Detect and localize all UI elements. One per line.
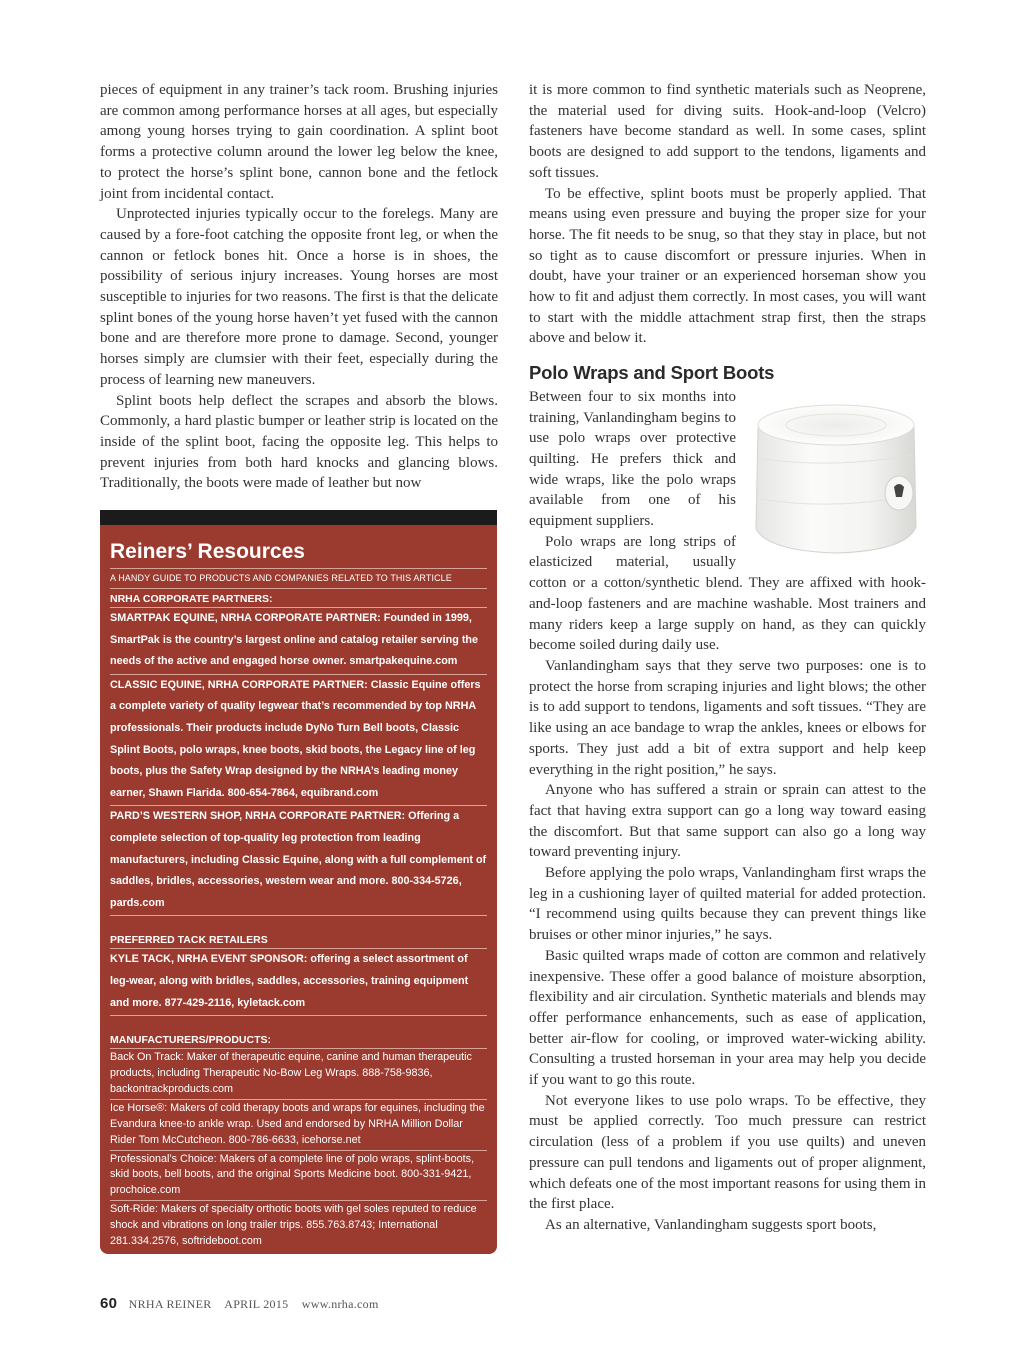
resource-entry — [110, 608, 487, 675]
body-paragraph: Before applying the polo wraps, Vanlandingham first wraps the leg in a cushioning layer of quilted material for added protection. “I recommend using quilts because they can prevent things like bruises or other minor injuries,” he says. — [529, 865, 926, 944]
page-footer — [100, 1295, 379, 1312]
resource-entry — [110, 949, 487, 1016]
resource-entry — [110, 675, 487, 807]
polo-wrap-photo — [744, 389, 926, 561]
polo-wrap-image — [744, 389, 926, 561]
sidebar-top-bar — [100, 510, 497, 525]
tack-retailers-heading: PREFERRED TACK RETAILERS — [110, 930, 487, 949]
body-paragraph: it is more common to find synthetic materials such as Neoprene, the material used for diving suits. Hook-and-loop (Velcro) fasteners have become standard as well. In some cases, splint boots are designed to add support to the tendons, ligaments and soft tissues. — [529, 82, 926, 181]
manufacturer-entry: Soft-Ride: Makers of specialty orthotic boots with gel soles reputed to reduce shock and vibrations on long trailer trips. 855.763.8743; International 281.334.2576, softrideboot.com — [110, 1203, 477, 1248]
resource-text: offering a select assortment of leg-wear, along with bridles, saddles, accessories, training equipment and more. 877-429-2116, kyletack.com — [110, 953, 469, 1009]
body-paragraph: Unprotected injuries typically occur to the forelegs. Many are caused by a fore-foot catching the opposite front leg, or when the cannon or fetlock bones hit. Once a horse is in shoes, the possibility of serious injury increases. Young horses are most susceptible to injuries for two reasons. The first is that the delicate splint bones of the young horse haven’t yet fused with the cannon bone and are therefore more prone to damage. Second, younger horses simply are clumsier with their feet, especially during the process of learning new maneuvers. — [100, 206, 498, 388]
corporate-partners-heading: NRHA CORPORATE PARTNERS: — [110, 589, 487, 608]
body-paragraph: Basic quilted wraps made of cotton are common and relatively inexpensive. These offer a good balance of moisture absorption, flexibility and air circulation. Synthetic materials and blends may offer performance enhancements, such as ease of application, better air-flow for cooling, or improved water-wicking ability. Consulting a trusted horseman in your area may help you decide if you want to go this route. — [529, 947, 926, 1089]
right-column — [529, 80, 926, 1236]
sidebar-subtitle: A HANDY GUIDE TO PRODUCTS AND COMPANIES RELATED TO THIS ARTICLE — [110, 568, 487, 589]
body-paragraph: Polo wraps are long strips of elasticized material, usually cotton or a cotton/synthetic blend. They are affixed with hook-and-loop fasteners and are machine washable. Most trainers and many riders keep a large supply on hand, as they can quickly become soiled during daily use. — [529, 533, 926, 654]
resource-name: SMARTPAK EQUINE, NRHA CORPORATE PARTNER: — [110, 612, 381, 624]
manufacturers-heading: MANUFACTURERS/PRODUCTS: — [110, 1030, 487, 1049]
publication-name: NRHA REINER — [128, 1297, 212, 1311]
body-paragraph: Between four to six months into training, Vanlandingham begins to use polo wraps over protective quilting. He prefers thick and wide wraps, like the polo wraps available from one of his equipment suppliers. — [529, 388, 736, 530]
body-paragraph: To be effective, splint boots must be properly applied. That means using even pressure and buying the proper size for your horse. The fit needs to be snug, so that they stay in place, but not so tight as to cause discomfort or pressure injuries. When in doubt, have your trainer or an experienced horseman show you how to fit and adjust them correctly. In most cases, you will want to start with the middle attachment strap first, then the straps above and below it. — [529, 185, 926, 347]
issue-date: APRIL 2015 — [224, 1297, 289, 1311]
resource-name: KYLE TACK, NRHA EVENT SPONSOR: — [110, 953, 308, 966]
resource-text: Founded in 1999, SmartPak is the country’s largest online and catalog retailer serving the needs of the active and engaged horse owner. smartpakequine.com — [110, 612, 479, 668]
resource-name: PARD’S WESTERN SHOP, NRHA CORPORATE PARTNER: — [110, 810, 406, 823]
body-paragraph: pieces of equipment in any trainer’s tack room. Brushing injuries are common among performance horses at all ages, but especially among young horses trying to gain coordination. A splint boot forms a protective column around the lower leg below the knee, to protect the horse’s splint bone, cannon bone and the fetlock joint from incidental contact. — [100, 82, 498, 202]
sidebar-title: Reiners’ Resources — [110, 540, 305, 563]
manufacturer-entry: Professional’s Choice: Makers of a complete line of polo wraps, splint-boots, skid boots, bell boots, and the original Sports Medicine boot. 800-331-9421, prochoice.com — [110, 1151, 487, 1202]
resource-name: CLASSIC EQUINE, NRHA CORPORATE PARTNER: — [110, 678, 368, 691]
manufacturer-entry: Ice Horse®: Makers of cold therapy boots and wraps for equines, including the Evandura knee-to ankle wrap. Used and endorsed by NRHA Million Dollar Rider Tom McCutcheon. 800-786-6633, icehorse.net — [110, 1100, 487, 1151]
website-url: www.nrha.com — [301, 1297, 379, 1311]
left-column — [100, 80, 498, 494]
manufacturer-entry: Back On Track: Maker of therapeutic equine, canine and human therapeutic products, including Therapeutic No-Bow Leg Wraps. 888-758-9836, backontrackproducts.com — [110, 1049, 487, 1100]
body-paragraph: Vanlandingham says that they serve two purposes: one is to protect the horse from scraping injuries and light blows; the other is to add support to tendons, ligaments and soft tissues. “They are like using an ace bandage to wrap the ankles, knees or elbows for sports. They just add a bit of extra support and help keep everything in the right position,” he says. — [529, 657, 926, 778]
resource-text: Classic Equine offers a complete variety of quality legwear that’s recommended by top NRHA professionals. Their products include DyNo Turn Bell boots, Classic Splint Boots, polo wraps, knee boots, skid boots, the Legacy line of leg boots, plus the Safety Wrap designed by the NRHA’s leading money earner, Shawn Flarida. 800-654-7864, equibrand.com — [110, 678, 481, 799]
body-paragraph: Anyone who has suffered a strain or sprain can attest to the fact that having extra support can go a long way toward easing the discomfort. But that same support can also go a long way toward preventing injury. — [529, 782, 926, 861]
page-number: 60 — [100, 1295, 118, 1312]
resource-text: Offering a complete selection of top-quality leg protection from leading manufacturers, including Classic Equine, along with a full complement of saddles, bridles, accessories, western wear and more. 800-334-5726, pards.com — [110, 810, 487, 909]
section-heading: Polo Wraps and Sport Boots — [529, 362, 775, 384]
reiners-resources-sidebar — [100, 510, 497, 1254]
body-paragraph: As an alternative, Vanlandingham suggests sport boots, — [545, 1216, 877, 1233]
body-paragraph: Splint boots help deflect the scrapes and absorb the blows. Commonly, a hard plastic bumper or leather strip is located on the inside of the splint boot, facing the opposite leg. This helps to prevent injuries from both hard knocks and glancing blows. Traditionally, the boots were made of leather but now — [100, 392, 498, 492]
resource-entry — [110, 806, 487, 916]
body-paragraph: Not everyone likes to use polo wraps. To be effective, they must be applied correctly. Too much pressure can restrict circulation (less of a problem if you use quilts) and uneven pressure can pull tendons and ligaments out of proper alignment, which defeats one of the most important reasons for using them in the first place. — [529, 1092, 926, 1213]
